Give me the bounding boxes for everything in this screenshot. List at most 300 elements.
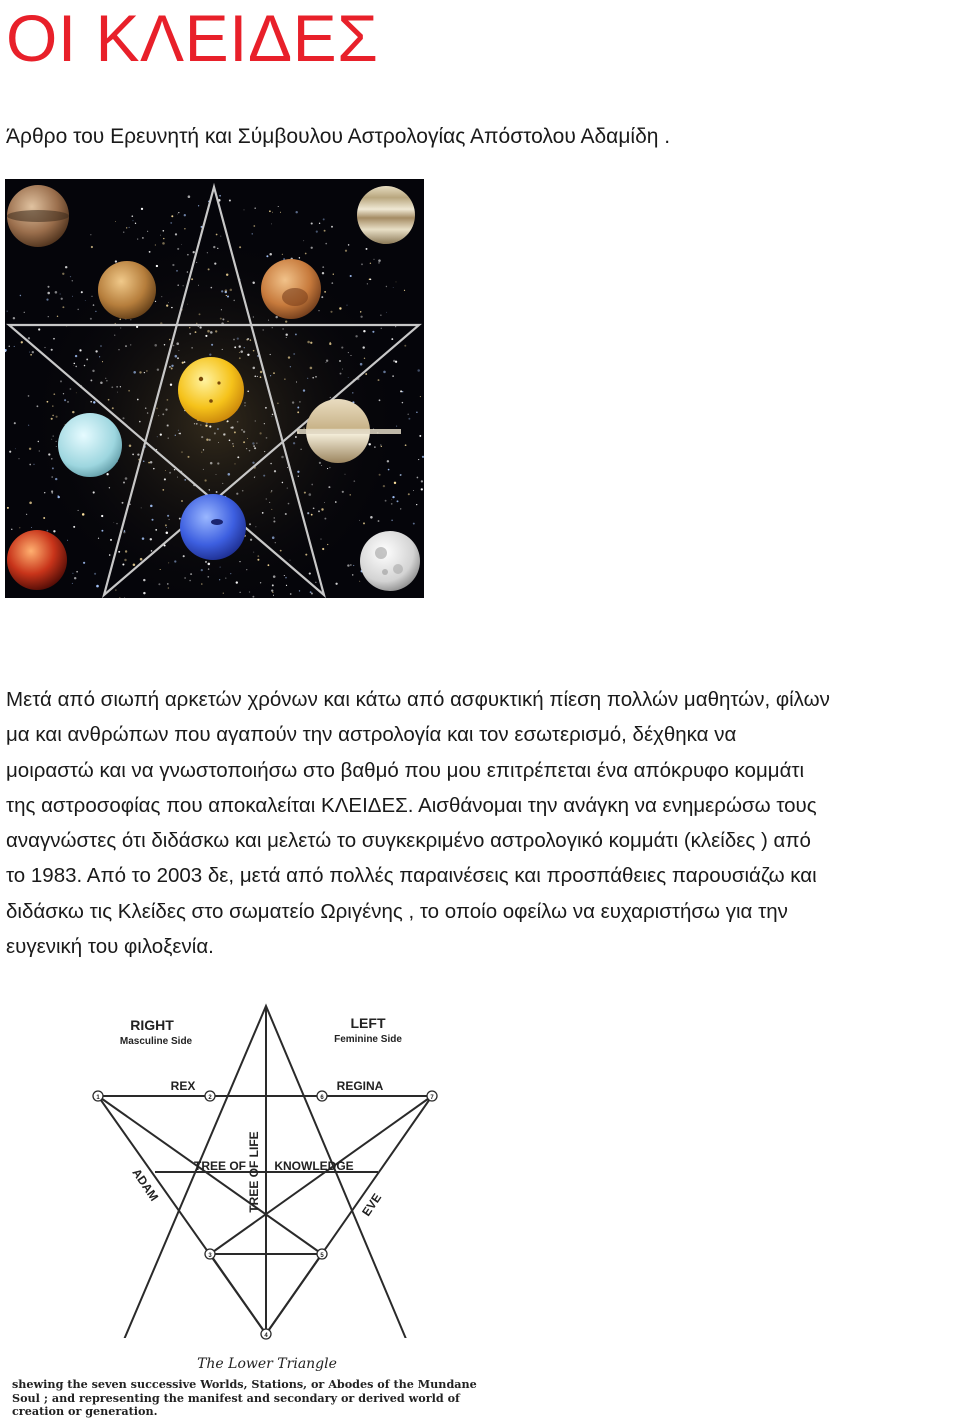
star	[400, 508, 401, 509]
star	[143, 592, 145, 594]
star	[270, 463, 272, 465]
star	[311, 484, 313, 486]
star	[62, 306, 64, 308]
star	[378, 262, 380, 264]
star	[405, 444, 407, 446]
star	[243, 441, 245, 443]
star	[170, 222, 172, 224]
star	[293, 353, 295, 355]
star	[92, 370, 94, 372]
star	[100, 382, 103, 385]
star	[109, 487, 110, 488]
star	[310, 591, 312, 593]
star	[327, 544, 328, 545]
star	[260, 376, 262, 378]
star	[277, 402, 279, 404]
star	[308, 512, 309, 513]
star	[166, 531, 169, 534]
star	[115, 590, 116, 591]
star	[46, 299, 48, 301]
star	[93, 401, 95, 403]
star	[252, 462, 254, 464]
star	[30, 354, 32, 356]
star	[335, 501, 337, 503]
star	[243, 431, 245, 433]
star	[247, 338, 249, 340]
star	[171, 368, 173, 370]
star	[196, 323, 197, 324]
star	[260, 582, 261, 583]
planet-uranus	[58, 413, 122, 477]
star	[187, 304, 188, 305]
star	[360, 363, 363, 366]
star	[29, 502, 32, 505]
star	[174, 469, 175, 470]
star	[303, 428, 304, 429]
star	[184, 214, 186, 216]
star	[290, 593, 292, 595]
star	[173, 345, 175, 347]
star	[178, 212, 179, 213]
star	[380, 444, 382, 446]
star	[21, 341, 23, 343]
star	[195, 331, 197, 333]
star	[231, 426, 233, 428]
star	[171, 365, 173, 367]
star	[269, 210, 271, 212]
star	[272, 212, 273, 213]
star	[395, 326, 396, 327]
star	[139, 421, 141, 423]
star	[233, 339, 235, 341]
rex-label: REX	[170, 1079, 196, 1093]
star	[402, 402, 403, 403]
star	[137, 453, 139, 455]
star	[227, 296, 229, 298]
star	[257, 555, 259, 557]
star	[262, 512, 264, 514]
star	[51, 476, 53, 478]
star	[286, 585, 287, 586]
star	[284, 575, 285, 576]
star	[108, 399, 110, 401]
star	[217, 428, 219, 430]
star	[172, 264, 174, 266]
star	[342, 369, 343, 370]
star	[324, 230, 326, 232]
regina-label: REGINA	[336, 1079, 384, 1093]
star	[123, 232, 124, 233]
star	[132, 454, 134, 456]
star	[19, 527, 20, 528]
star	[310, 342, 312, 344]
star	[214, 263, 216, 265]
star	[189, 580, 191, 582]
star	[70, 276, 71, 277]
paragraph-line: μοιραστώ και να γνωστοποιήσω στο βαθμό που μου επιτρέπεται ένα απόκρυφο κομμάτι	[6, 758, 805, 782]
node-7	[427, 1091, 437, 1101]
star	[136, 326, 138, 328]
star	[208, 563, 211, 566]
star	[397, 500, 399, 502]
star	[106, 380, 107, 381]
star	[53, 338, 55, 340]
star	[272, 592, 273, 593]
star	[239, 561, 240, 562]
star	[303, 240, 304, 241]
star	[176, 342, 179, 345]
star	[213, 246, 215, 248]
star	[164, 344, 165, 345]
star	[339, 307, 341, 309]
star	[73, 526, 75, 528]
star	[72, 583, 73, 584]
star	[320, 539, 321, 540]
star	[216, 234, 218, 236]
star	[242, 490, 244, 492]
star	[370, 516, 373, 519]
star	[91, 246, 93, 248]
star	[378, 259, 381, 262]
star	[368, 443, 370, 445]
star	[28, 337, 30, 339]
star	[204, 479, 206, 481]
star	[122, 502, 124, 504]
star	[380, 315, 381, 316]
planet-moon	[360, 531, 420, 591]
diagram-caption-line: creation or generation.	[12, 1404, 158, 1418]
star	[130, 344, 131, 345]
star	[230, 289, 233, 292]
star	[199, 313, 201, 315]
star	[55, 478, 57, 480]
star	[201, 583, 203, 585]
star	[207, 576, 209, 578]
star	[328, 486, 330, 488]
star	[51, 458, 52, 459]
star	[310, 367, 313, 370]
star	[295, 436, 297, 438]
star	[318, 510, 320, 512]
paragraph-line: διδάσκω τις Κλείδες στο σωματείο Ωριγένης , το οποίο οφείλω να ευχαριστήσω για την	[6, 899, 788, 923]
star	[47, 286, 49, 288]
star	[388, 469, 390, 471]
star	[400, 390, 402, 392]
star	[206, 439, 208, 441]
star	[48, 453, 50, 455]
svg-text:7: 7	[430, 1095, 434, 1101]
star	[295, 211, 297, 213]
star	[7, 507, 9, 509]
star	[74, 363, 76, 365]
star	[70, 388, 72, 390]
star	[219, 195, 221, 197]
star	[170, 384, 172, 386]
star	[383, 485, 385, 487]
star	[52, 435, 53, 436]
star	[99, 356, 100, 357]
star	[13, 317, 15, 319]
star	[160, 433, 162, 435]
star	[72, 296, 73, 297]
star	[171, 215, 173, 217]
star	[31, 527, 32, 528]
star	[139, 371, 141, 373]
star	[239, 246, 241, 248]
star	[253, 225, 255, 227]
star	[38, 441, 39, 442]
star	[128, 390, 130, 392]
star	[260, 371, 262, 373]
star	[60, 294, 61, 295]
svg-text:5: 5	[320, 1253, 324, 1259]
star	[280, 550, 282, 552]
star	[274, 517, 275, 518]
star	[208, 268, 210, 270]
star	[26, 514, 27, 515]
star	[330, 311, 332, 313]
star	[257, 376, 258, 377]
star	[100, 345, 102, 347]
star	[187, 456, 189, 458]
star	[150, 538, 152, 540]
star	[57, 316, 58, 317]
star	[187, 254, 189, 256]
star	[112, 407, 114, 409]
star	[29, 464, 31, 466]
star	[67, 540, 68, 541]
star	[268, 564, 270, 566]
star	[28, 395, 30, 397]
star	[367, 283, 368, 284]
star	[189, 327, 190, 328]
star	[236, 581, 238, 583]
star	[229, 199, 231, 201]
star	[116, 386, 117, 387]
lower-triangle-diagram	[0, 992, 560, 1420]
star	[125, 550, 127, 552]
star	[120, 386, 121, 387]
star	[140, 558, 143, 561]
star	[201, 436, 203, 438]
star	[207, 330, 210, 333]
star	[191, 347, 192, 348]
star	[124, 530, 125, 531]
star	[90, 318, 92, 320]
star	[309, 493, 312, 496]
svg-text:2: 2	[208, 1095, 212, 1101]
star	[241, 429, 243, 431]
star	[39, 450, 40, 451]
star	[391, 503, 393, 505]
star	[47, 292, 50, 295]
star	[395, 361, 397, 363]
star	[300, 449, 301, 450]
star	[153, 468, 155, 470]
star	[95, 311, 96, 312]
star	[416, 504, 417, 505]
star	[94, 573, 96, 575]
star	[372, 331, 374, 333]
star	[271, 509, 272, 510]
tree-of-life-label: TREE OF LIFE	[247, 1131, 261, 1213]
paragraph-line: το 1983. Από το 2003 δε, μετά από πολλές παραινέσεις και προσπάθειες παρουσιάζω και	[6, 864, 817, 888]
star	[222, 318, 224, 320]
star	[253, 316, 254, 317]
star	[234, 463, 235, 464]
star	[326, 359, 328, 361]
star	[56, 441, 57, 442]
star	[167, 399, 169, 401]
star	[178, 350, 179, 351]
star	[360, 316, 362, 318]
star	[275, 316, 277, 318]
star	[299, 590, 300, 591]
star	[268, 320, 269, 321]
star	[321, 465, 322, 466]
star	[51, 492, 53, 494]
star	[77, 309, 79, 311]
star	[351, 355, 352, 356]
star	[363, 346, 365, 348]
star	[214, 432, 216, 434]
star	[38, 328, 40, 330]
star	[316, 231, 318, 233]
star	[319, 462, 321, 464]
star	[60, 380, 62, 382]
svg-text:1: 1	[96, 1095, 100, 1101]
star	[78, 510, 79, 511]
star	[311, 222, 313, 224]
star	[290, 366, 291, 367]
star	[148, 462, 150, 464]
star	[253, 445, 254, 446]
intro-paragraph	[6, 682, 956, 964]
star	[9, 346, 10, 347]
star	[193, 251, 195, 253]
star	[79, 349, 81, 351]
star	[157, 436, 158, 437]
star	[118, 349, 119, 350]
star	[233, 446, 234, 447]
node-1	[93, 1091, 103, 1101]
planet-neptune	[180, 494, 246, 560]
star	[360, 311, 361, 312]
star	[44, 347, 45, 348]
star	[215, 330, 217, 332]
star	[331, 226, 333, 228]
star	[56, 416, 58, 418]
paragraph-line: μα και ανθρώπων που αγαπούν την αστρολογία και τον εσωτερισμό, δέχθηκα να	[6, 723, 737, 747]
star	[271, 490, 272, 491]
star	[201, 569, 203, 571]
star	[203, 449, 204, 450]
star	[220, 318, 222, 320]
star	[249, 591, 250, 592]
star	[122, 563, 124, 565]
star	[252, 233, 253, 234]
star	[196, 262, 197, 263]
star	[287, 467, 288, 468]
node-5	[317, 1249, 327, 1259]
star	[324, 291, 326, 293]
star	[247, 438, 248, 439]
star	[355, 335, 357, 337]
star	[307, 378, 308, 379]
star	[266, 499, 267, 500]
star	[285, 577, 287, 579]
star	[244, 347, 245, 348]
star	[93, 304, 95, 306]
star	[44, 492, 45, 493]
star	[53, 393, 55, 395]
star	[282, 482, 283, 483]
star	[179, 518, 181, 520]
star	[155, 301, 156, 302]
star	[142, 237, 144, 239]
star	[205, 335, 207, 337]
star	[322, 272, 324, 274]
star	[322, 266, 324, 268]
star	[273, 520, 275, 522]
star	[167, 515, 169, 517]
star	[296, 382, 297, 383]
star	[217, 248, 218, 249]
star	[232, 443, 233, 444]
star	[312, 377, 314, 379]
star	[83, 562, 85, 564]
star	[219, 579, 220, 580]
planets-pentagram-image	[5, 179, 424, 598]
star	[126, 227, 127, 228]
star	[272, 414, 274, 416]
star	[363, 522, 365, 524]
star	[252, 596, 254, 598]
star	[331, 282, 333, 284]
star	[36, 405, 38, 407]
star	[155, 529, 157, 531]
star	[272, 536, 275, 539]
star	[335, 583, 337, 585]
star	[250, 539, 252, 541]
star	[305, 554, 307, 556]
star	[402, 391, 403, 392]
star	[271, 416, 272, 417]
star	[181, 244, 182, 245]
star	[417, 477, 419, 479]
star	[18, 458, 19, 459]
star	[163, 230, 165, 232]
star	[313, 507, 315, 509]
star	[165, 470, 166, 471]
star	[234, 346, 236, 348]
star	[240, 350, 243, 353]
star	[223, 434, 224, 435]
star	[363, 330, 365, 332]
star	[191, 278, 193, 280]
star	[101, 530, 103, 532]
star	[285, 513, 287, 515]
star	[322, 548, 324, 550]
star	[325, 243, 327, 245]
star	[113, 522, 114, 523]
star	[216, 491, 218, 493]
star	[125, 345, 127, 347]
star	[181, 452, 182, 453]
star	[264, 423, 265, 424]
diagram-caption-title: The Lower Triangle	[197, 1356, 337, 1372]
star	[240, 592, 241, 593]
